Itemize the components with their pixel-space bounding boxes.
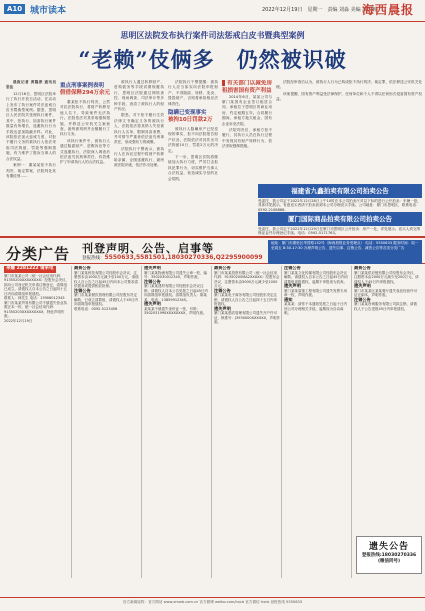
ad-body-1: 受委托，我公司定于2022年12月28日上午10时在本公司拍卖厅对以下标的进行公开拍卖：车辆一批，具体详见展示。有意竞买者请于拍卖前到本公司办理竞买手续。公司地址：厦门市思明区，联系电话：0592-2108888。 — [258, 199, 422, 211]
page-header — [0, 0, 425, 22]
ad-title-2: 厦门国际商品拍卖有限公司拍卖公告 — [258, 212, 422, 226]
article-paragraph: 法院经审查后认为，被执行人行为已构成拒不执行判决、裁定罪，依法移送公安机关处理。 — [276, 80, 422, 90]
article-paragraph: 被执行人通过转移财产、虚构债务等手段试图规避执行，思明区法院通过网络查控、现场调查、司法审计等多种手段，查清了被执行人的财产状况。 — [114, 80, 164, 112]
classified-item-title: 减资公告 — [354, 266, 371, 270]
box-line: 假借保释294万余元 — [60, 90, 110, 96]
lost-notice-tel: 登报热线:18030270336 — [361, 553, 417, 558]
classified-item-text: 某某某：请你于本通知见报之日起十日内回公司办理相关手续，逾期视为自动离职。 — [284, 302, 347, 315]
section-marker-icon — [222, 80, 225, 86]
column-divider — [281, 266, 282, 578]
article-column-6 — [276, 80, 422, 180]
classified-item-text: 厦门某某咨询服务有限公司拟注销，请债权人于公告见报45日内申报债权。 — [354, 302, 417, 311]
page-number: A10 — [4, 4, 25, 14]
classified-item-text: 厦门某某建材有限公司经股东会决议注销，请债权人自本公告见报之日起45日内向清算组申报债权。清算组负责人：陈某某，电话：13859912345。 — [144, 284, 208, 302]
classified-column — [144, 266, 210, 578]
classified-item-text: 厦门某某电子商务有限公司经股东决定注销，请债权人自公告之日起四十五日内申报债权。 — [214, 293, 277, 306]
classified-item-title: 注销公告 — [74, 287, 91, 293]
article-paragraph: 2014年6月，某某公司与厦门某国有企业签订租赁合同，承租位于思明区的商业用房，约定租期五年。合同履行期间，承租方拖欠租金，国有企业诉至法院。 — [222, 94, 272, 126]
classified-item-text: 厦门某某酒店管理有限公司遗失开户许可证，核准号：J3930000XXXXXX，声明作废。 — [214, 311, 280, 324]
subheadline: 思明区法院发布执行案件司法惩戒白皮书暨典型案例 — [120, 31, 305, 40]
classified-item-title: 注销公告 — [214, 287, 231, 293]
classified-item-title: 遗失声明 — [214, 305, 231, 311]
lost-notice-title: 遗失公告 — [368, 542, 409, 552]
classified-column — [214, 266, 280, 578]
issue-date: 2022年12月19日 星期一 责编 刘淼 美编 胡国栋 — [262, 7, 378, 13]
classified-item-title: 遗失声明 — [144, 266, 161, 270]
classified-item-title: 注销公告 — [284, 266, 301, 270]
article-column-3 — [114, 80, 164, 230]
article-paragraph: 法院执行干警表示，被执行人在诉讼过程中将财产转移给亲属，企图逃避执行，最终被法院识破，依法作出处理。 — [114, 146, 164, 168]
main-headline: “老赖”伎俩多 仍然被识破 — [78, 47, 347, 72]
column-divider — [71, 266, 72, 578]
section-heading — [222, 80, 272, 95]
classified-notice: 刊登声明、公告、启事等 — [82, 242, 214, 255]
classified-item-text: 2022年12月19日 — [4, 318, 33, 323]
classified-column — [74, 266, 140, 578]
article-paragraph: 法院执行干警提醒：被执行人应当如实向法院申报财产，不得隐匿、转移、变卖、毁损财产，否则将承担相应法律责任。 — [168, 80, 218, 106]
classified-item-text: 厦门某某文化传媒有限公司经股东会决议解散，请债权人自本公告之日起45日内向清算组申报债权，逾期不申报视为放弃。 — [284, 270, 348, 284]
newspaper-logo: 海西晨报 — [362, 3, 415, 17]
classified-item-text: 某某某不慎遗失身份证一张，号码：3502031990XXXXXXXX，声明作废。 — [144, 306, 207, 315]
column-divider — [141, 266, 142, 578]
classified-item-title: 遗失声明 — [284, 283, 301, 288]
section-box — [168, 110, 218, 124]
article-paragraph: 被执行人隐瞒房产已经变现的事实，拒不向法院报告财产状况，法院依法对其作出司法拘留10日、罚款2万元的决定。 — [168, 127, 218, 153]
article-column-2 — [60, 80, 110, 230]
classified-item-title: 注销公告 — [354, 296, 371, 302]
page-footer: 官方新媒矩阵：官方网站 www.xmwb.com.cn 官方微博 weibo.com/hxcb 官方微信 hxcb 登报热线 5550633 — [0, 597, 425, 605]
article-paragraph: 下一步，思明区法院将继续加大执行力度，严厉打击拒执犯罪行为，切实维护当事人合法权益，营造诚实守信的社会氛围。 — [168, 155, 218, 181]
box-line: 重点刑事案例表明 — [60, 83, 105, 89]
classified-item-text: 厦门市某某投资有限公司（统一社会信用代码：91350200MA2XXXXX）经股东会决议，注册资本由5000万元减少至1000万元。 — [214, 270, 280, 288]
article-paragraph: 案例一：董某某拒不执行判决、裁定罪案，法院判处其有期徒刑…… — [6, 163, 56, 178]
classified-item-text: 厦门某某物流有限公司遗失公章一枚，编号：3502030012345，声明作废。 — [144, 270, 207, 279]
classified-banner — [0, 236, 425, 264]
article-paragraph: 该案提醒，国有资产利益受法律保护，任何单位和个人不得以任何形式侵害国有资产权益。 — [276, 91, 422, 102]
classified-item-title: 减资公告 — [214, 266, 231, 270]
classified-item-title: 遗失声明 — [144, 301, 161, 306]
classified-item-text: 联系电话：0592-5123456 — [74, 306, 118, 311]
classified-item-text: 厦门市某某公司（统一社会信用代码：91350200XXXXXXXX）经股东会决议，拟向公司登记机关申请注销登记，清算组已成立，请债权人自本公告之日起四十五日内向清算组申报债权。 — [4, 273, 69, 296]
article-paragraph: 该执行案件中，被执行人通过隐匿财产、虚假诉讼等方式逃避执行，法院深入调查后依法追究其刑事责任，有效维护了申请执行人的合法权益。 — [60, 138, 110, 165]
article-paragraph: 董某拒不执行判决，公然对抗法院执行，将财产转移至他人名下，导致案件无法执行。法院依法对其采取强制措施，并移送公安机关立案侦查，最终被判刑并全额履行了执行义务。 — [60, 100, 110, 137]
classified-item-text: 厦门某某科技有限公司经股东会决议，注册资本由1000万元减少至100万元，请债权人自公告之日起45日内向本公司要求清偿债务或提供相应担保。 — [74, 270, 139, 288]
section-box — [60, 83, 110, 97]
classified-tel — [82, 254, 263, 261]
column-divider — [211, 266, 212, 578]
article-column-4 — [168, 80, 218, 230]
article-column-1 — [6, 80, 56, 230]
lost-notice-wechat: (微信同号) — [377, 559, 401, 564]
article-paragraph: 12月16日，思明区法院举行了执行开放日活动，在活动上发布了执行案件司法惩戒白皮书暨典型案例。据悉，思明区人民法院共受理执行案件，其中，拒执行、妨害执行案件数量有所增长，逃避执行行为手段也更加隐蔽多样。对此，该院依法加大惩戒力度，对拒不履行义务的被执行人依法采取司法拘留、罚款等强制措施，有力维护了胜诉当事人的合法权益。 — [6, 91, 56, 161]
classified-item-text: 联系人：林先生 电话：13906012345 — [4, 296, 65, 300]
classified-column — [284, 266, 350, 578]
classified-item-title: 通知 — [284, 296, 293, 302]
classified-item-title: 注销公告 — [144, 278, 161, 284]
classified-item-title: 遗失声明 — [354, 283, 371, 288]
classified-column — [4, 266, 70, 578]
classified-item-text: 厦门市某某贸易有限公司不慎遗失营业执照正本一份，统一社会信用代码：91350203XXXXXXXXX，特此声明作废。 — [4, 300, 67, 318]
article-paragraph: 法院判决后，承租方拒不履行，其执行人员在执行过程中发现其有财产转移行为，依法采取强制措施。 — [222, 127, 272, 149]
classified-item-title: 减资公告 — [74, 266, 91, 270]
classified-contact: 地址：厦门市湖里区华昌路132号（海西晨报业务受理点） 电话：5550633 服务时间：周一至周五 8:30-17:30 办理声明公告、遗失启事、注销公告、减资公告等各类分类广告 — [268, 240, 422, 264]
byline: 晨报记者 黄隆津 通讯员 思法 — [6, 80, 56, 90]
section-heading-text: 有关部门以减免房租损害国有资产利益 — [222, 80, 272, 94]
article-paragraph: 据悉，对于拒不履行生效法律文书确定义务的被执行人，法院依法将其纳入失信被执行人名单，限制其高消费，并对情节严重者依法追究刑事责任，形成强有力的威慑。 — [114, 113, 164, 145]
ad-title-1: 福建省九鑫拍卖有限公司拍卖公告 — [258, 184, 422, 198]
lost-notice-box — [356, 536, 422, 574]
tel-number: 5550633,5581501,18030270336,Q2295900099 — [104, 254, 263, 261]
classified-item-text: 厦门市某某餐饮管理有限公司经股东决定解散，已成立清算组，请债权人于45日内向清算组申报债权。 — [74, 293, 138, 306]
classified-title: 分类广告 — [6, 245, 71, 263]
classified-item-text: 厦门某某装饰工程有限公司遗失发票专用章一枚，声明作废。 — [284, 288, 347, 297]
classified-item-text: 厦门某某供应链有限公司经股东会决议，注册资本由2000万元减少至200万元，请债权人于45日内申报债权。 — [354, 270, 419, 284]
column-divider — [351, 266, 352, 578]
box-line: 被拘10日罚款2万 — [168, 117, 213, 124]
article-column-5 — [222, 80, 272, 180]
classified-item-text: 厦门市某某区某某餐厅遗失食品经营许可证正副本，声明作废。 — [354, 288, 417, 297]
tel-label: 登报热线： — [82, 256, 105, 261]
classified-column — [354, 266, 420, 532]
section-name: 城市读本 — [30, 6, 67, 16]
ad-body-2: 受委托，我公司定于2022年12月29日在厦门市思明区公开拍卖：房产一处，详见展示。竞买人须交纳保证金并办理登记手续。电话：0592-5171763。 — [258, 227, 421, 235]
box-line: 隐瞒已变现事实 — [168, 110, 207, 117]
classified-highlight: 来赚 2281222 请来电 — [6, 266, 54, 271]
